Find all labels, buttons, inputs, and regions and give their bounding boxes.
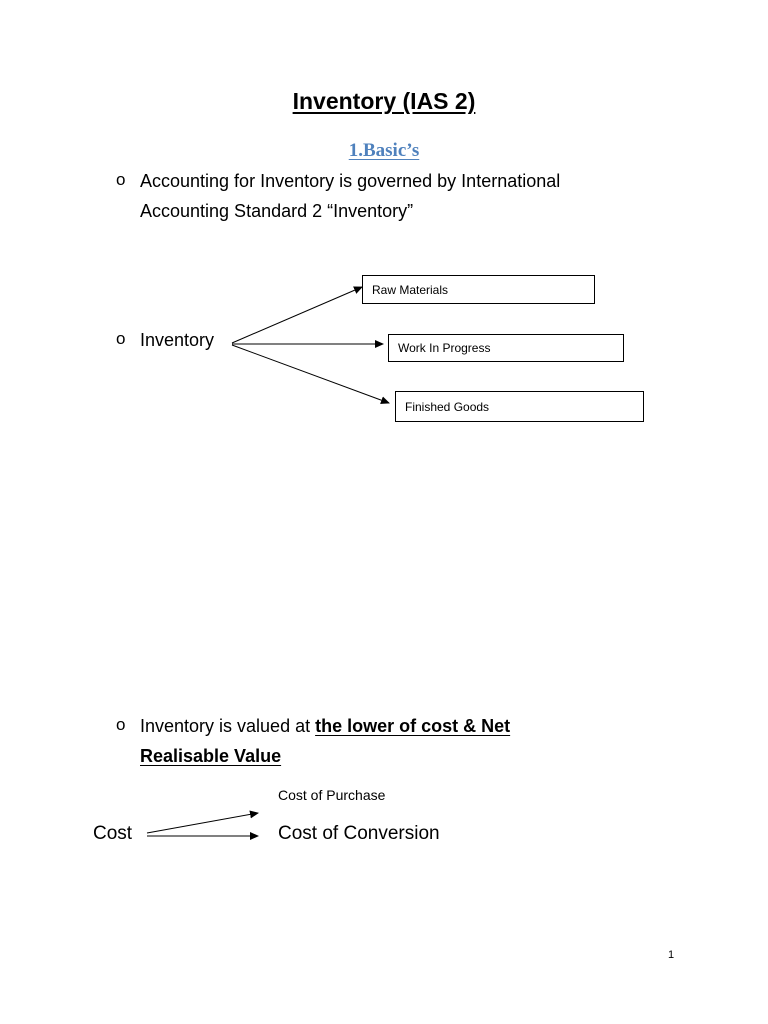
raw-materials-label: Raw Materials: [372, 282, 449, 297]
finished-goods-label: Finished Goods: [405, 399, 490, 414]
bullet-marker: o: [116, 170, 126, 189]
governance-line-1: Accounting for Inventory is governed by International: [140, 171, 561, 191]
page-title: Inventory (IAS 2): [292, 88, 476, 114]
arrow-to-cost-of-purchase: [147, 813, 258, 833]
bullet-marker: o: [116, 715, 126, 734]
bullet-marker: o: [116, 329, 126, 348]
work-in-progress-box: [388, 334, 624, 362]
valuation-line-1: [140, 711, 510, 741]
finished-goods-box: [395, 391, 644, 422]
arrow-to-finished-goods: [232, 345, 389, 403]
cost-of-conversion-label: Cost of Conversion: [278, 823, 440, 844]
valuation-prefix: Inventory is valued at: [140, 716, 316, 736]
valuation-rule-emphasis: the lower of cost & Net: [315, 716, 511, 736]
arrow-to-raw-materials: [232, 287, 362, 343]
valuation-line-2: Realisable Value: [140, 746, 282, 766]
inventory-label: Inventory: [140, 330, 215, 350]
cost-label: Cost: [93, 823, 133, 844]
page-number: 1: [668, 949, 675, 961]
section-heading: 1.Basic’s: [348, 140, 420, 161]
raw-materials-box: [362, 275, 595, 304]
governance-line-2: Accounting Standard 2 “Inventory”: [140, 201, 414, 221]
cost-of-purchase-label: Cost of Purchase: [278, 787, 386, 803]
work-in-progress-label: Work In Progress: [398, 341, 491, 355]
